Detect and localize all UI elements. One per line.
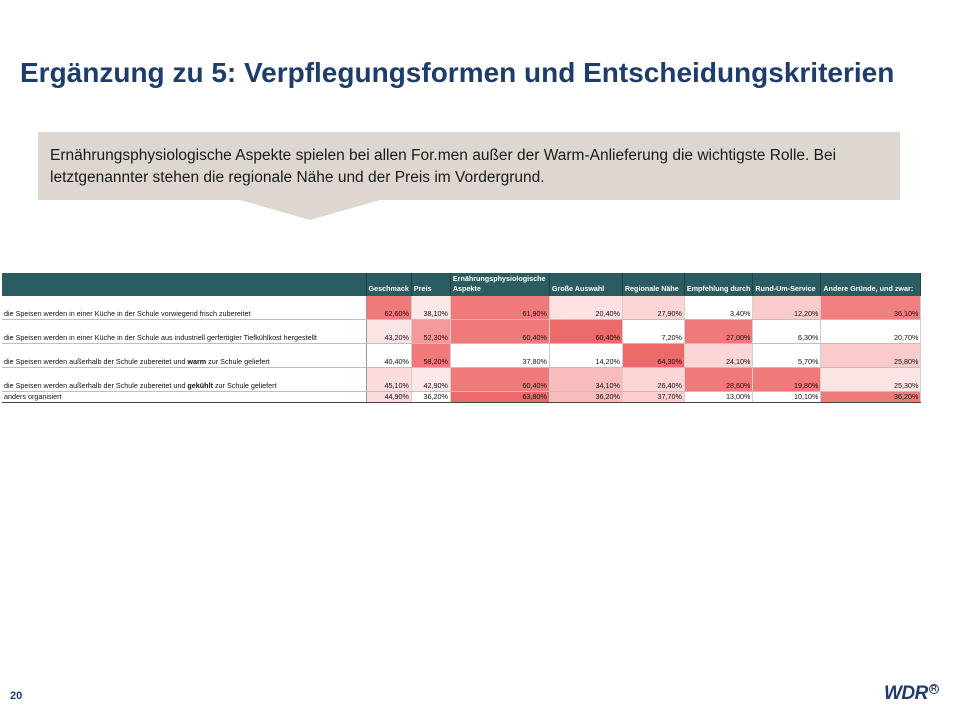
header-service: Rund-Um-Service — [753, 273, 821, 296]
table-cell: 6,30% — [753, 320, 821, 344]
row-label-text: zur Schule geliefert — [206, 357, 270, 366]
table-header-row — [2, 273, 921, 296]
registered-mark-icon: R — [929, 684, 939, 694]
wdr-logo — [884, 684, 939, 704]
table-cell: 64,30% — [622, 344, 684, 368]
row-label-emphasis: gekühlt — [187, 381, 213, 390]
table-cell: 60,40% — [450, 320, 549, 344]
table-cell: 3,40% — [684, 296, 753, 320]
table-cell: 62,60% — [366, 296, 411, 320]
table-cell: 37,80% — [450, 344, 549, 368]
table-cell: 42,90% — [411, 368, 450, 392]
row-label-text: die Speisen werden in einer Küche in der Schule aus industriell gerfertigter Tiefkühlkost hergestellt — [4, 333, 317, 342]
table-cell: 26,40% — [622, 368, 684, 392]
table-cell: 60,40% — [450, 368, 549, 392]
table-cell: 61,90% — [450, 296, 549, 320]
table-cell: 19,80% — [753, 368, 821, 392]
table-cell: 27,00% — [684, 320, 753, 344]
table-cell: 7,20% — [622, 320, 684, 344]
table-cell: 60,40% — [549, 320, 622, 344]
row-label-text: anders organisiert — [4, 392, 62, 401]
logo-text: WDR — [884, 683, 928, 704]
table-cell: 36,20% — [411, 392, 450, 403]
row-label-text: die Speisen werden außerhalb der Schule zubereitet und — [4, 381, 188, 390]
callout-pointer — [240, 200, 380, 220]
table-cell: 43,20% — [366, 320, 411, 344]
table-cell: 36,10% — [821, 296, 921, 320]
row-label-text: die Speisen werden in einer Küche in der Schule vorwiegend frisch zubereitet — [4, 309, 251, 318]
table-cell: 44,90% — [366, 392, 411, 403]
table-cell: 36,20% — [821, 392, 921, 403]
table-cell: 20,40% — [549, 296, 622, 320]
callout-box — [38, 132, 900, 200]
row-label — [2, 296, 366, 320]
row-label — [2, 368, 366, 392]
criteria-table — [2, 273, 921, 403]
table-cell: 37,70% — [622, 392, 684, 403]
table-cell: 63,80% — [450, 392, 549, 403]
header-geschmack: Geschmack — [366, 273, 411, 296]
table-cell: 14,20% — [549, 344, 622, 368]
row-label — [2, 344, 366, 368]
table-row — [2, 296, 921, 320]
header-andere: Andere Gründe, und zwar: — [821, 273, 921, 296]
table-row — [2, 368, 921, 392]
table-cell: 25,30% — [821, 368, 921, 392]
table-cell: 24,10% — [684, 344, 753, 368]
page-number: 20 — [10, 690, 23, 702]
table-cell: 10,10% — [753, 392, 821, 403]
table-cell: 38,10% — [411, 296, 450, 320]
row-label-text: die Speisen werden außerhalb der Schule zubereitet und — [4, 357, 188, 366]
header-regional: Regionale Nähe — [622, 273, 684, 296]
table-cell: 27,90% — [622, 296, 684, 320]
table-cell: 45,10% — [366, 368, 411, 392]
header-auswahl: Große Auswahl — [549, 273, 622, 296]
table-cell: 13,00% — [684, 392, 753, 403]
row-label — [2, 320, 366, 344]
table-cell: 12,20% — [753, 296, 821, 320]
table-cell: 36,20% — [549, 392, 622, 403]
table-cell: 52,30% — [411, 320, 450, 344]
row-label-emphasis: warm — [187, 357, 207, 366]
table-cell: 25,80% — [821, 344, 921, 368]
page-title: Ergänzung zu 5: Verpflegungsformen und Entscheidungskriterien — [20, 57, 895, 88]
callout-text: Ernährungsphysiologische Aspekte spielen bei allen For.men außer der Warm-Anlieferung die wichtigste Rolle. Bei letztgenannter stehen die regionale Nähe und der Preis im Vordergrund. — [50, 147, 837, 186]
table-cell: 28,60% — [684, 368, 753, 392]
header-empfehlung: Empfehlung durch — [684, 273, 753, 296]
table-row — [2, 392, 921, 403]
header-ernaehrung: Ernährungsphysiologische Aspekte — [450, 273, 549, 296]
table-cell: 34,10% — [549, 368, 622, 392]
table-cell: 40,40% — [366, 344, 411, 368]
row-label — [2, 392, 366, 403]
table-row — [2, 320, 921, 344]
row-label-text: zur Schule geliefert — [212, 381, 277, 390]
header-label — [2, 273, 366, 296]
table-cell: 5,70% — [753, 344, 821, 368]
table-cell: 58,20% — [411, 344, 450, 368]
table-cell: 20,70% — [821, 320, 921, 344]
header-preis: Preis — [411, 273, 450, 296]
table-row — [2, 344, 921, 368]
